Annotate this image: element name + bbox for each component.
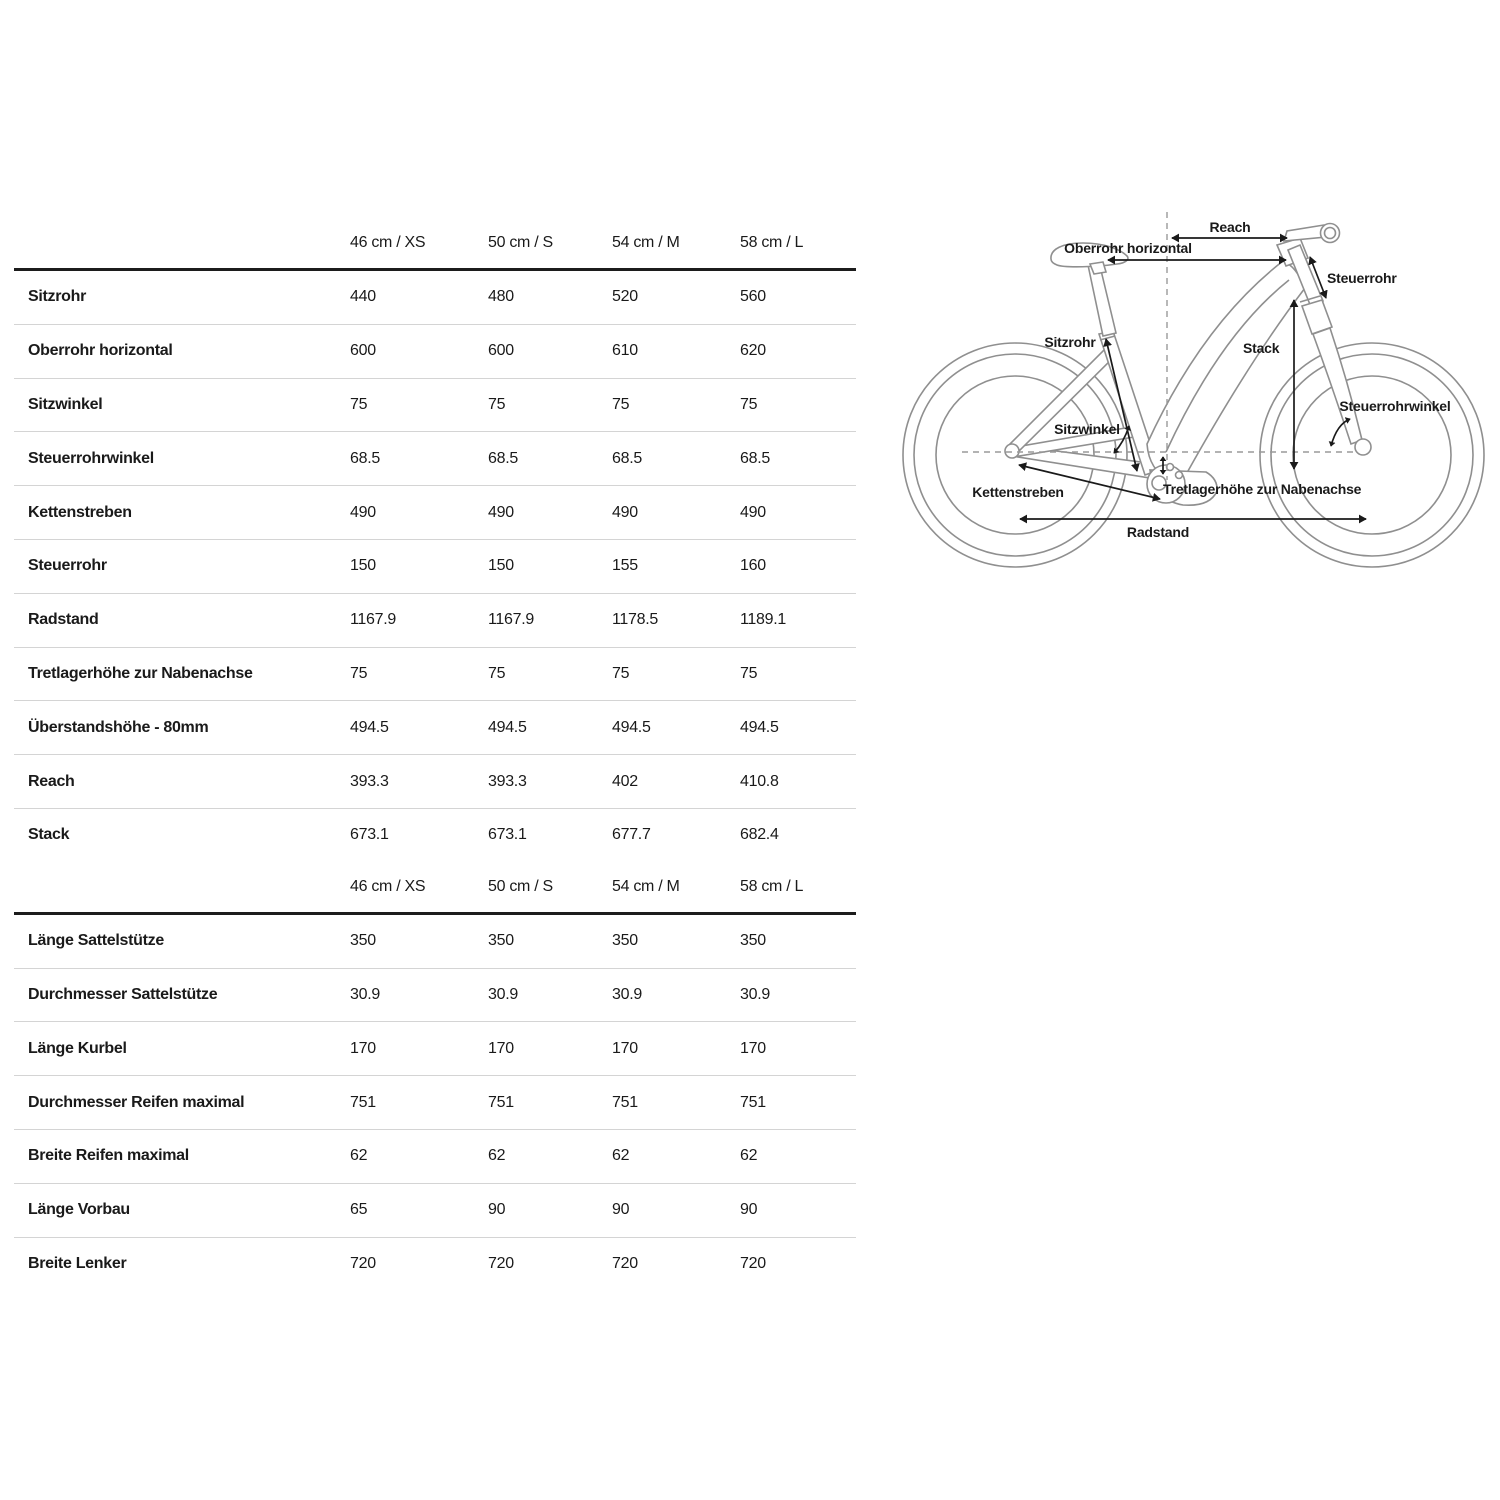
row-label: Tretlagerhöhe zur Nabenachse: [28, 664, 253, 682]
cell-value: 68.5: [350, 449, 380, 467]
cell-value: 440: [350, 288, 376, 306]
row-label: Länge Vorbau: [28, 1201, 130, 1219]
cell-value: 677.7: [612, 826, 651, 844]
cell-value: 720: [488, 1254, 514, 1272]
size-header-row: [14, 218, 856, 271]
row-label: Länge Sattelstütze: [28, 932, 164, 950]
table-row: [14, 1237, 856, 1291]
cell-value: 1167.9: [350, 611, 396, 629]
diagram-label-steuerrohr: Steuerrohr: [1327, 270, 1397, 286]
cell-value: 751: [488, 1093, 514, 1111]
table-row: [14, 485, 856, 539]
size-col-header: 54 cm / M: [612, 234, 680, 251]
cell-value: 62: [350, 1147, 368, 1165]
table-row: [14, 431, 856, 485]
diagram-label-oberrohr-horizontal: Oberrohr horizontal: [1064, 240, 1192, 256]
cell-value: 1189.1: [740, 611, 786, 629]
cell-value: 350: [740, 932, 766, 950]
cell-value: 350: [350, 932, 376, 950]
diagram-label-reach: Reach: [1209, 219, 1251, 235]
table-row: [14, 1021, 856, 1075]
cell-value: 350: [488, 932, 514, 950]
size-header-row: [14, 862, 856, 915]
table-row: [14, 593, 856, 647]
cell-value: 480: [488, 288, 514, 306]
diagram-label-sitzwinkel: Sitzwinkel: [1054, 421, 1120, 437]
cell-value: 600: [488, 342, 514, 360]
cell-value: 75: [740, 664, 758, 682]
front-dropout: [1355, 439, 1371, 455]
cell-value: 1167.9: [488, 611, 534, 629]
components-section: [14, 915, 856, 1291]
cell-value: 682.4: [740, 826, 779, 844]
table-row: [14, 378, 856, 432]
cell-value: 490: [488, 503, 514, 521]
geometry-section: [14, 271, 856, 862]
table-row: [14, 1075, 856, 1129]
row-label: Stack: [28, 826, 70, 844]
cell-value: 600: [350, 342, 376, 360]
size-col-header: 46 cm / XS: [350, 234, 426, 251]
row-label: Reach: [28, 772, 75, 790]
down-tube: [1147, 261, 1305, 481]
table-row: [14, 968, 856, 1022]
geometry-table: [14, 218, 856, 1290]
cell-value: 393.3: [488, 772, 527, 790]
cell-value: 62: [740, 1147, 758, 1165]
cell-value: 90: [488, 1201, 506, 1219]
cell-value: 490: [612, 503, 638, 521]
cell-value: 751: [740, 1093, 766, 1111]
cell-value: 30.9: [488, 985, 518, 1003]
cell-value: 720: [612, 1254, 638, 1272]
size-col-header: 58 cm / L: [740, 234, 804, 251]
size-col-header: 58 cm / L: [740, 877, 804, 895]
table-row: [14, 915, 856, 968]
cell-value: 494.5: [740, 718, 779, 736]
cell-value: 673.1: [488, 826, 527, 844]
table-row: [14, 539, 856, 593]
row-label: Durchmesser Reifen maximal: [28, 1093, 245, 1111]
cell-value: 490: [740, 503, 766, 521]
row-label: Überstandshöhe - 80mm: [28, 718, 209, 736]
row-label: Steuerrohr: [28, 557, 107, 575]
cell-value: 62: [612, 1147, 630, 1165]
cell-value: 170: [350, 1039, 376, 1057]
cell-value: 160: [740, 557, 766, 575]
table-row: [14, 754, 856, 808]
table-row: [14, 700, 856, 754]
cell-value: 150: [488, 557, 514, 575]
cell-value: 494.5: [350, 718, 389, 736]
cell-value: 75: [350, 395, 368, 413]
cell-value: 170: [612, 1039, 638, 1057]
cell-value: 393.3: [350, 772, 389, 790]
table-row: [14, 808, 856, 862]
table-row: [14, 1129, 856, 1183]
cell-value: 68.5: [612, 449, 642, 467]
cell-value: 155: [612, 557, 638, 575]
cell-value: 410.8: [740, 772, 779, 790]
cell-value: 673.1: [350, 826, 389, 844]
cell-value: 75: [612, 664, 630, 682]
cell-value: 620: [740, 342, 766, 360]
cell-value: 720: [740, 1254, 766, 1272]
cell-value: 751: [612, 1093, 638, 1111]
table-row: [14, 1183, 856, 1237]
cell-value: 65: [350, 1201, 368, 1219]
cell-value: 75: [740, 395, 758, 413]
size-col-header: 54 cm / M: [612, 877, 680, 895]
diagram-label-tretlagerhoehe: Tretlagerhöhe zur Nabenachse: [1163, 481, 1362, 497]
cell-value: 75: [612, 395, 630, 413]
cell-value: 30.9: [740, 985, 770, 1003]
cell-value: 90: [612, 1201, 630, 1219]
diagram-label-kettenstreben: Kettenstreben: [972, 484, 1064, 500]
size-col-header: 46 cm / XS: [350, 877, 426, 895]
diagram-label-stack: Stack: [1243, 340, 1280, 356]
cell-value: 170: [740, 1039, 766, 1057]
bike-geometry-diagram: [880, 190, 1500, 590]
cell-value: 720: [350, 1254, 376, 1272]
diagram-label-steuerrohrwinkel: Steuerrohrwinkel: [1339, 398, 1451, 414]
size-col-header: 50 cm / S: [488, 877, 553, 895]
cell-value: 494.5: [612, 718, 651, 736]
row-label: Breite Lenker: [28, 1254, 127, 1272]
cell-value: 150: [350, 557, 376, 575]
cell-value: 75: [488, 395, 506, 413]
cell-value: 560: [740, 288, 766, 306]
row-label: Sitzrohr: [28, 288, 87, 306]
cell-value: 1178.5: [612, 611, 658, 629]
cell-value: 75: [350, 664, 368, 682]
cell-value: 90: [740, 1201, 758, 1219]
cell-value: 30.9: [612, 985, 642, 1003]
cell-value: 62: [488, 1147, 506, 1165]
fork: [1313, 328, 1362, 444]
cell-value: 494.5: [488, 718, 527, 736]
row-label: Oberrohr horizontal: [28, 342, 173, 360]
cell-value: 751: [350, 1093, 376, 1111]
stem: [1284, 225, 1326, 241]
cell-value: 68.5: [488, 449, 518, 467]
diagram-label-sitzrohr: Sitzrohr: [1044, 334, 1096, 350]
size-col-header: 50 cm / S: [488, 234, 553, 251]
cell-value: 30.9: [350, 985, 380, 1003]
cell-value: 610: [612, 342, 638, 360]
table-row: [14, 647, 856, 701]
cell-value: 170: [488, 1039, 514, 1057]
cell-value: 490: [350, 503, 376, 521]
cell-value: 520: [612, 288, 638, 306]
table-row: [14, 271, 856, 324]
row-label: Kettenstreben: [28, 503, 132, 521]
row-label: Steuerrohrwinkel: [28, 449, 154, 467]
diagram-label-radstand: Radstand: [1126, 524, 1190, 540]
row-label: Durchmesser Sattelstütze: [28, 985, 218, 1003]
row-label: Sitzwinkel: [28, 395, 103, 413]
cell-value: 75: [488, 664, 506, 682]
cell-value: 350: [612, 932, 638, 950]
cell-value: 402: [612, 772, 638, 790]
table-row: [14, 324, 856, 378]
row-label: Länge Kurbel: [28, 1039, 127, 1057]
row-label: Breite Reifen maximal: [28, 1147, 189, 1165]
row-label: Radstand: [28, 611, 99, 629]
rear-dropout: [1005, 444, 1019, 458]
cell-value: 68.5: [740, 449, 770, 467]
